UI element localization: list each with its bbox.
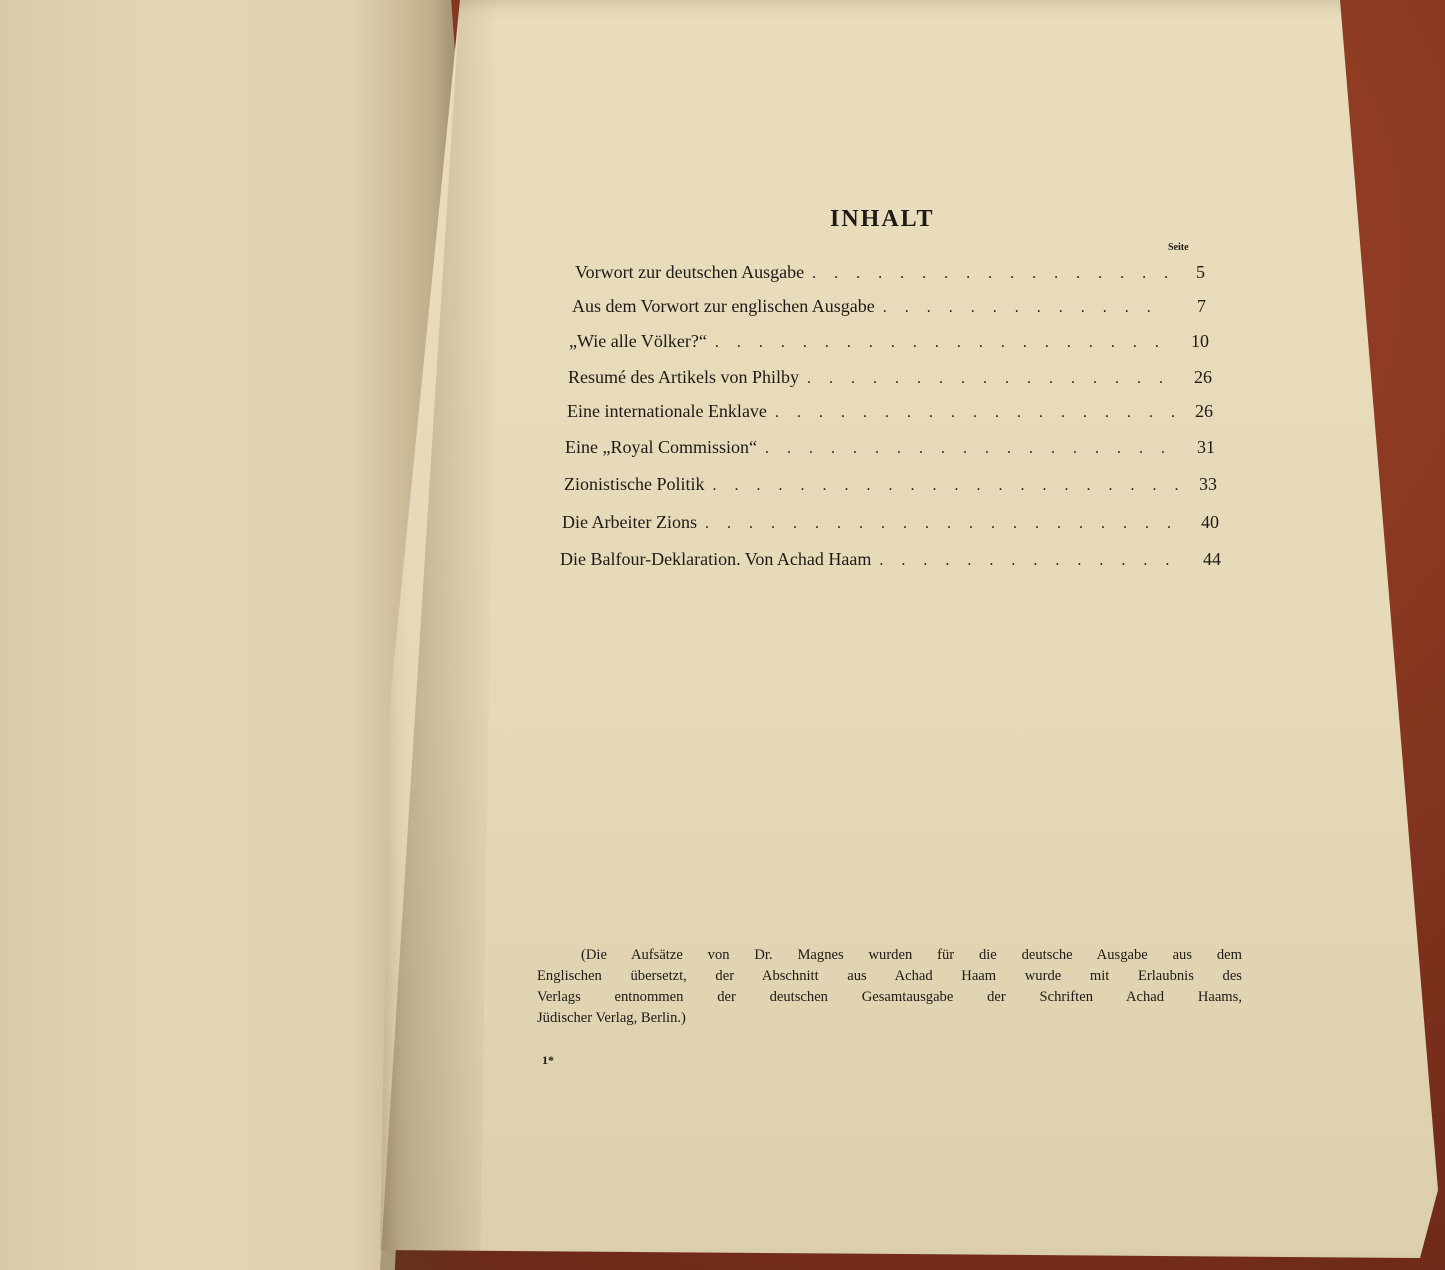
toc-leader-dots [879,552,1183,570]
toc-entry-page: 5 [1196,262,1205,282]
toc-leader-dots [807,370,1174,388]
toc-entry-page: 26 [1195,401,1213,421]
note-line: (Die Aufsätze von Dr. Magnes wurden für die deutsche Ausgabe aus dem [581,947,1242,963]
toc-entry [572,296,1206,320]
toc-leader-dots [883,299,1168,317]
toc-entry [569,331,1209,355]
toc-entry-title: Aus dem Vorwort zur englischen Ausgabe [572,296,875,316]
toc-leader-dots [775,404,1175,422]
toc-entry-page: 7 [1197,296,1206,316]
note-line: Englischen übersetzt, der Abschnitt aus Achad Haam wurde mit Erlaubnis des [537,968,1242,984]
toc-entry-title: Vorwort zur deutschen Ausgabe [575,262,805,282]
toc-entry-title: Eine internationale Enklave [567,401,767,421]
toc-entry-title: Eine „Royal Commission“ [565,437,757,457]
show-through-text [20,30,440,1030]
toc-entry-page: 26 [1194,367,1212,387]
toc-entry-page: 31 [1197,437,1215,457]
toc-entry [562,512,1219,536]
toc-entry [575,262,1205,286]
note-line: Jüdischer Verlag, Berlin.) [537,1010,686,1026]
page-column-label: Seite [1168,242,1189,253]
toc-leader-dots [705,515,1181,533]
toc-entry-page: 10 [1191,331,1209,351]
toc-entry [568,367,1212,391]
toc-leader-dots [765,440,1177,458]
toc-entry [567,401,1213,425]
toc-entry-title: Zionistische Politik [564,474,705,494]
toc-entry-page: 40 [1201,512,1219,532]
toc-entry [564,474,1217,498]
translation-note [537,945,1242,1029]
toc-entry [560,549,1221,573]
toc-entry-page: 33 [1199,474,1217,494]
toc-title: INHALT [830,206,935,232]
right-page [380,0,1445,1270]
signature-mark: 1* [542,1053,554,1067]
toc-entry-title: „Wie alle Völker?“ [569,331,707,351]
toc-entry [565,437,1215,461]
toc-entry-title: Die Balfour-Deklaration. Von Achad Haam [560,549,872,569]
toc-leader-dots [715,334,1171,352]
toc-leader-dots [713,477,1179,495]
note-line: Verlags entnommen der deutschen Gesamtausgabe der Schriften Achad Haams, [537,989,1242,1005]
toc-leader-dots [812,265,1167,283]
toc-entry-title: Resumé des Artikels von Philby [568,367,799,387]
toc-entry-title: Die Arbeiter Zions [562,512,697,532]
toc-entry-page: 44 [1203,549,1221,569]
